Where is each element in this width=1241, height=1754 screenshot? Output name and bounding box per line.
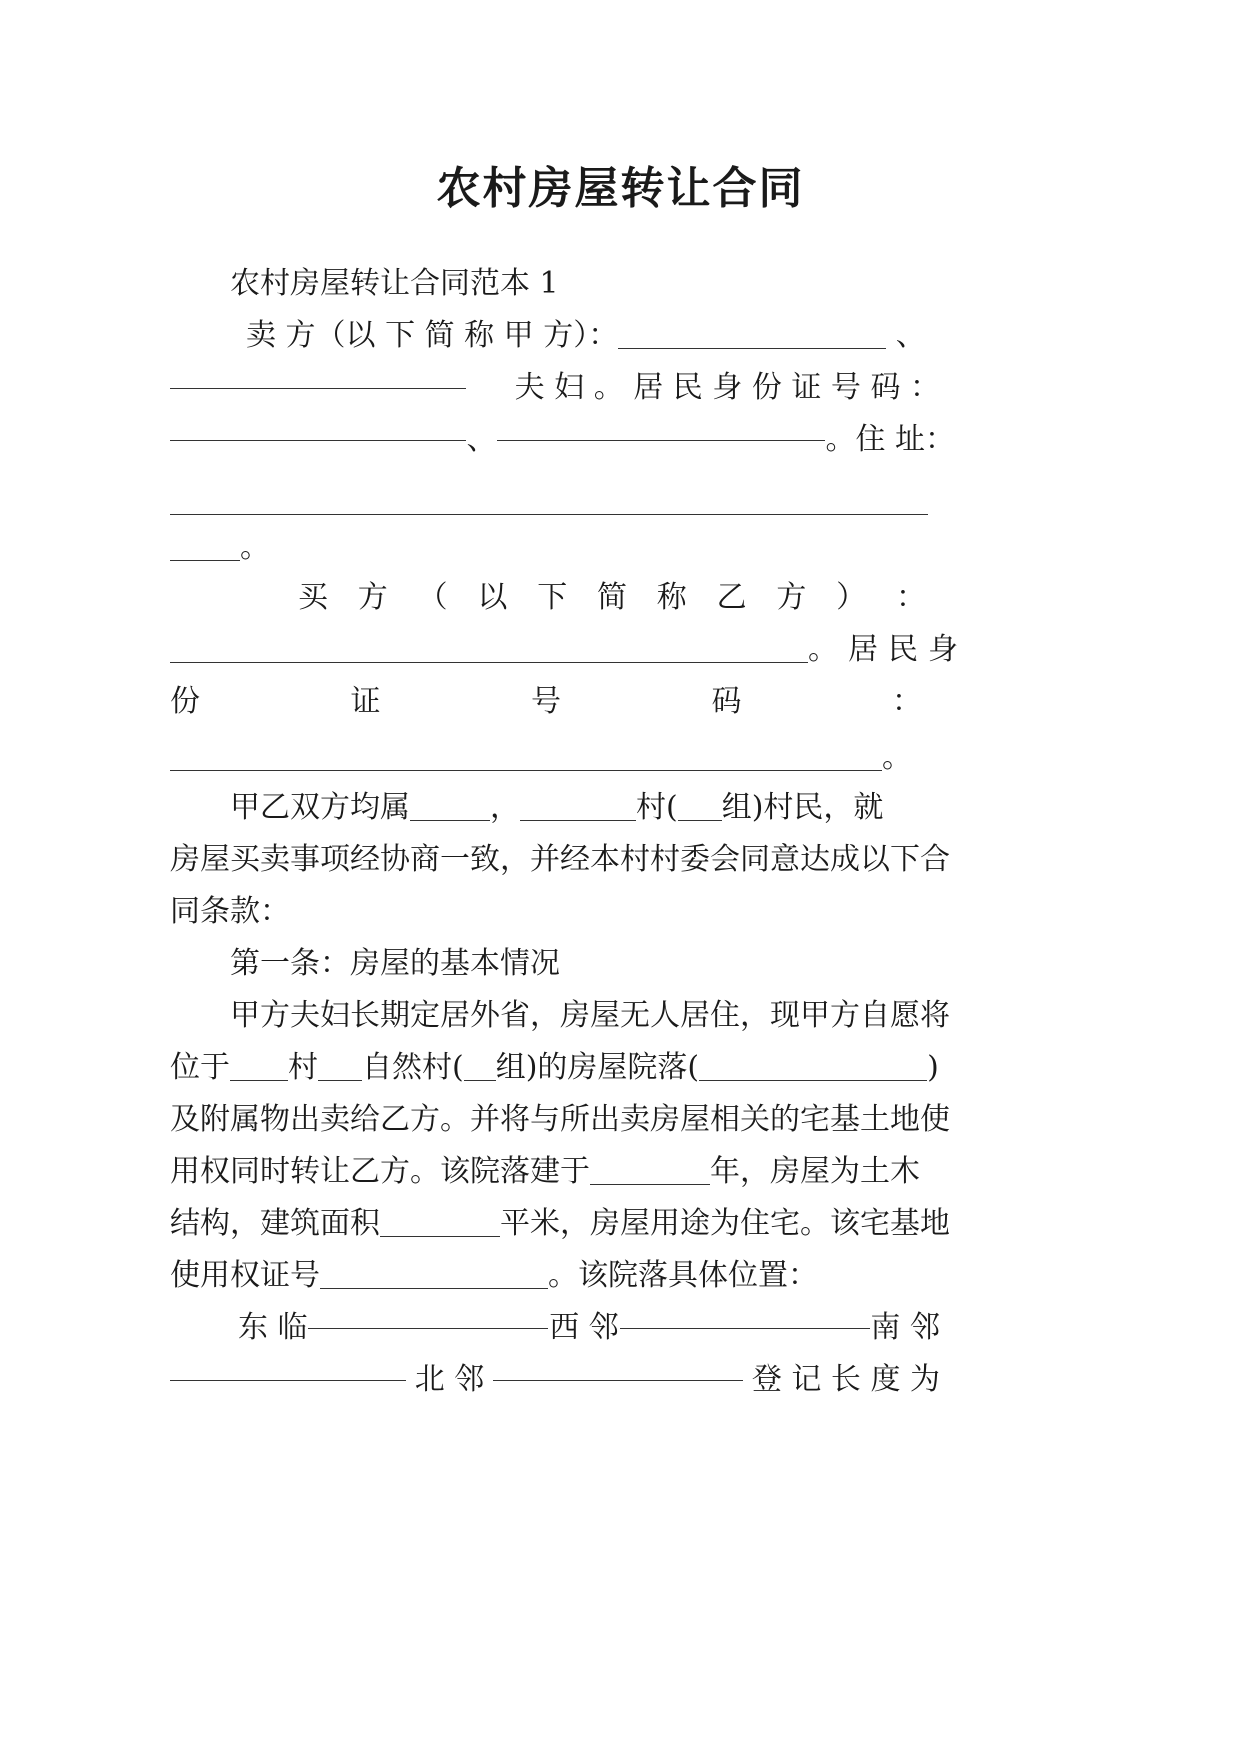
- villagers-text: 甲乙双方均属: [230, 790, 410, 825]
- article-1-line-8: [170, 1360, 940, 1400]
- structure-text: 年，房屋为土木: [710, 1154, 920, 1189]
- seller-address-blank: [170, 514, 928, 515]
- buyer-line-3: [170, 682, 922, 722]
- location-village-blank: [230, 1080, 288, 1081]
- natural-village-blank: [318, 1080, 362, 1081]
- south-label: 南 邻: [870, 1310, 940, 1345]
- buyer-label-char: （: [417, 580, 448, 615]
- certificate-text: 使用权证号: [170, 1258, 320, 1293]
- seller-address-label: 。住 址：: [825, 422, 955, 457]
- location-group-blank: [464, 1080, 496, 1081]
- buyer-name-blank: [170, 662, 808, 663]
- length-label: 登 记 长 度 为: [751, 1362, 940, 1397]
- west-blank: [620, 1328, 870, 1329]
- area-text: 结构，建筑面积: [170, 1206, 380, 1241]
- buyer-id-prefix: 。居民身: [808, 632, 968, 667]
- seller-line-5: [170, 528, 270, 568]
- buyer-id-char: ：: [892, 684, 922, 719]
- location-text: 位于: [170, 1050, 230, 1085]
- village-blank: [520, 820, 636, 821]
- seller-id-separator: 、: [466, 422, 497, 457]
- buyer-line-4: [170, 738, 912, 778]
- article-1-line-5: [170, 1204, 950, 1244]
- buyer-id-char: 码: [711, 684, 742, 719]
- seller-label: 卖 方（以 下 简 称 甲 方）：: [246, 318, 619, 353]
- seller-end: 。: [240, 530, 270, 565]
- area-blank: [380, 1236, 500, 1237]
- build-year-text: 用权同时转让乙方。该院落建于: [170, 1154, 590, 1189]
- buyer-label-char: ：: [895, 580, 926, 615]
- township-blank: [410, 820, 490, 821]
- buyer-id-char: 号: [531, 684, 561, 719]
- seller-line-1: [246, 316, 926, 356]
- location-courtyard: 组)的房屋院落(: [495, 1050, 700, 1085]
- buyer-line-2: [170, 630, 968, 670]
- seller-line-4: [170, 482, 928, 522]
- seller-spouse-blank: [170, 388, 466, 389]
- buyer-label-char: 乙: [716, 580, 747, 615]
- location-close-paren: ): [927, 1050, 939, 1085]
- article-1-line-2: [170, 1048, 939, 1088]
- certificate-blank: [320, 1288, 548, 1289]
- buyer-id-blank: [170, 770, 882, 771]
- villagers-line-3: 同条款：: [170, 894, 290, 929]
- group-blank: [678, 820, 722, 821]
- west-label: 西 邻: [549, 1310, 619, 1345]
- buyer-label-char: 方: [357, 580, 388, 615]
- buyer-label-char: 称: [656, 580, 687, 615]
- seller-address-blank-end: [170, 560, 240, 561]
- seller-id-blank-1: [170, 440, 466, 441]
- position-text: 。该院落具体位置：: [548, 1258, 818, 1293]
- buyer-id-char: 份: [170, 684, 200, 719]
- seller-couple-text: 夫 妇 。 居 民 身 份 证 号 码 ：: [514, 370, 940, 405]
- villagers-line-1: [230, 788, 883, 828]
- seller-line-2: [170, 368, 940, 408]
- buyer-label-char: 方: [776, 580, 807, 615]
- north-blank: [493, 1380, 743, 1381]
- buyer-line-1: [298, 578, 926, 618]
- article-1-line-3: 及附属物出卖给乙方。并将与所出卖房屋相关的宅基土地使: [170, 1102, 950, 1137]
- page-title: 农村房屋转让合同: [436, 163, 805, 214]
- buyer-end: 。: [882, 740, 912, 775]
- north-label: 北 邻: [414, 1362, 485, 1397]
- east-blank: [308, 1328, 548, 1329]
- buyer-label-char: 买: [298, 580, 328, 615]
- villagers-group: 组)村民，就: [721, 790, 884, 825]
- article-1-line-7: [238, 1308, 940, 1348]
- location-village: 村: [288, 1050, 318, 1085]
- villagers-line-2: 房屋买卖事项经协商一致，并经本村村委会同意达成以下合: [170, 842, 950, 877]
- seller-separator: 、: [895, 318, 926, 353]
- contract-subtitle: 农村房屋转让合同范本 1: [230, 266, 559, 301]
- buyer-label-char: 下: [537, 580, 568, 615]
- villagers-village: 村(: [636, 790, 678, 825]
- east-label: 东 临: [238, 1310, 308, 1345]
- usage-text: 平米，房屋用途为住宅。该宅基地: [500, 1206, 950, 1241]
- location-natural-village: 自然村(: [362, 1050, 464, 1085]
- seller-line-3: [170, 420, 955, 460]
- buyer-label-char: 以: [477, 580, 508, 615]
- seller-id-blank-2: [497, 440, 825, 441]
- buyer-id-char: 证: [350, 684, 381, 719]
- buyer-label-char: 简: [596, 580, 627, 615]
- article-1-line-4: [170, 1152, 920, 1192]
- build-year-blank: [590, 1184, 710, 1185]
- seller-name-blank: [618, 348, 886, 349]
- buyer-label-char: ）: [836, 580, 867, 615]
- south-blank: [170, 1380, 406, 1381]
- article-1-line-6: [170, 1256, 818, 1296]
- villagers-comma: ，: [490, 790, 520, 825]
- article-1-heading: 第一条：房屋的基本情况: [230, 946, 560, 981]
- article-1-line-1: 甲方夫妇长期定居外省，房屋无人居住，现甲方自愿将: [230, 998, 950, 1033]
- courtyard-blank: [699, 1080, 927, 1081]
